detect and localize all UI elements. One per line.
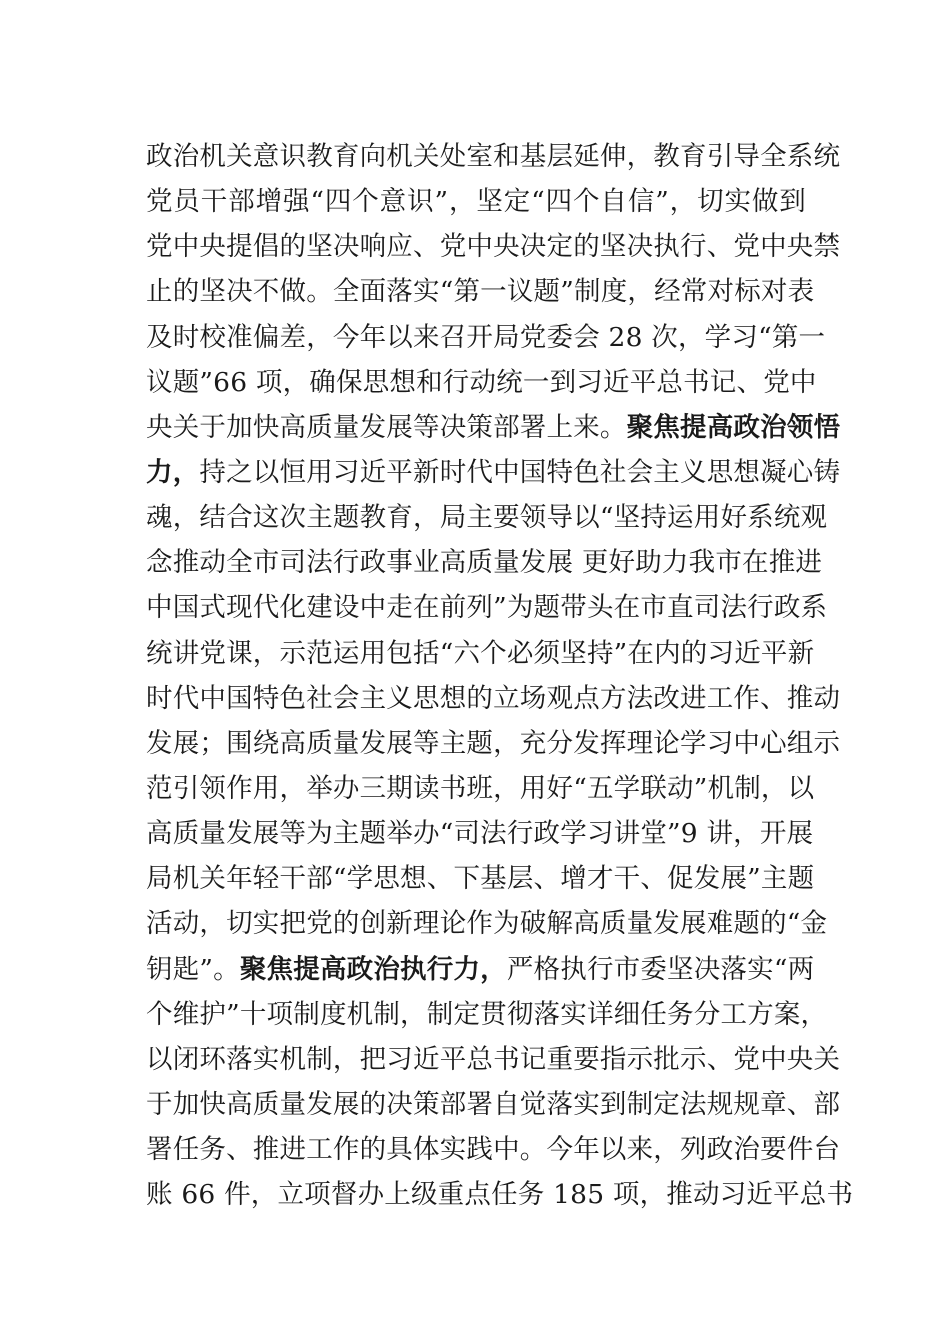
- text-line: [146, 856, 815, 901]
- text-run: 活动，切实把党的创新理论作为破解高质量发展难题的“金: [146, 908, 828, 940]
- text-run: 署任务、推进工作的具体实践中。今年以来，列政治要件台: [146, 1134, 841, 1166]
- text-line: [146, 495, 828, 540]
- text-run: 局机关年轻干部“学思想、下基层、增才干、促发展”主题: [146, 863, 815, 895]
- text-run: 党员干部增强“四个意识”，坚定“四个自信”，切实做到: [146, 186, 806, 218]
- bold-heading-run: 聚焦提高政治执行力，: [239, 953, 507, 985]
- text-line: [146, 1082, 841, 1127]
- text-run: 持之以恒用习近平新时代中国特色社会主义思想凝心铸: [199, 456, 841, 488]
- text-line: [146, 992, 828, 1037]
- bold-heading-run: 力，: [146, 456, 200, 488]
- text-run: 魂，结合这次主题教育，局主要领导以“坚持运用好系统观: [146, 502, 828, 534]
- text-line: [146, 540, 823, 585]
- text-line: [146, 631, 815, 676]
- text-line: [146, 1127, 841, 1172]
- text-run: 央关于加快高质量发展等决策部署上来。: [146, 411, 627, 443]
- text-line: [146, 450, 841, 495]
- text-run: 政治机关意识教育向机关处室和基层延伸，教育引导全系统: [146, 141, 841, 172]
- text-run: 范引领作用，举办三期读书班，用好“五学联动”机制，以: [146, 772, 815, 804]
- text-run: 严格执行市委坚决落实“两: [506, 953, 815, 985]
- text-run: 钥匙”。: [146, 953, 240, 985]
- text-run: 高质量发展等为主题举办“司法行政学习讲堂”9 讲，开展: [146, 818, 814, 850]
- text-line: [146, 179, 806, 224]
- text-run: 止的坚决不做。全面落实“第一议题”制度，经常对标对表: [146, 276, 815, 308]
- text-line: [146, 811, 814, 856]
- text-line: [146, 676, 841, 721]
- body-paragraph: [146, 134, 854, 1217]
- text-line: [146, 224, 841, 269]
- text-run: 统讲党课，示范运用包括“六个必须坚持”在内的习近平新: [146, 637, 815, 669]
- text-run: 时代中国特色社会主义思想的立场观点方法改进工作、推动: [146, 682, 841, 714]
- text-run: 中国式现代化建设中走在前列”为题带头在市直司法行政系: [146, 592, 828, 624]
- text-run: 发展；围绕高质量发展等主题，充分发挥理论学习中心组示: [146, 727, 841, 759]
- text-line: [146, 947, 815, 992]
- text-line: [146, 1037, 841, 1082]
- text-line: [146, 901, 828, 946]
- bold-heading-run: 聚焦提高政治领悟: [626, 411, 841, 443]
- text-line: [146, 766, 815, 811]
- text-run: 念推动全市司法行政事业高质量发展 更好助力我市在推进: [146, 547, 823, 579]
- text-line: [146, 585, 828, 630]
- text-run: 于加快高质量发展的决策部署自觉落实到制定法规规章、部: [146, 1088, 841, 1120]
- text-line: [146, 721, 841, 766]
- text-line: [146, 405, 841, 450]
- text-line: [146, 360, 817, 405]
- text-line: [146, 1172, 854, 1217]
- text-run: 议题”66 项，确保思想和行动统一到习近平总书记、党中: [146, 366, 817, 398]
- text-run: 及时校准偏差，今年以来召开局党委会 28 次，学习“第一: [146, 321, 826, 353]
- text-run: 个维护”十项制度机制，制定贯彻落实详细任务分工方案，: [146, 998, 828, 1030]
- text-run: 账 66 件，立项督办上级重点任务 185 项，推动习近平总书: [146, 1179, 854, 1211]
- text-line: [146, 269, 815, 314]
- text-run: 党中央提倡的坚决响应、党中央决定的坚决执行、党中央禁: [146, 231, 841, 263]
- text-line: [146, 134, 841, 179]
- text-line: [146, 315, 826, 360]
- text-run: 以闭环落实机制，把习近平总书记重要指示批示、党中央关: [146, 1043, 841, 1075]
